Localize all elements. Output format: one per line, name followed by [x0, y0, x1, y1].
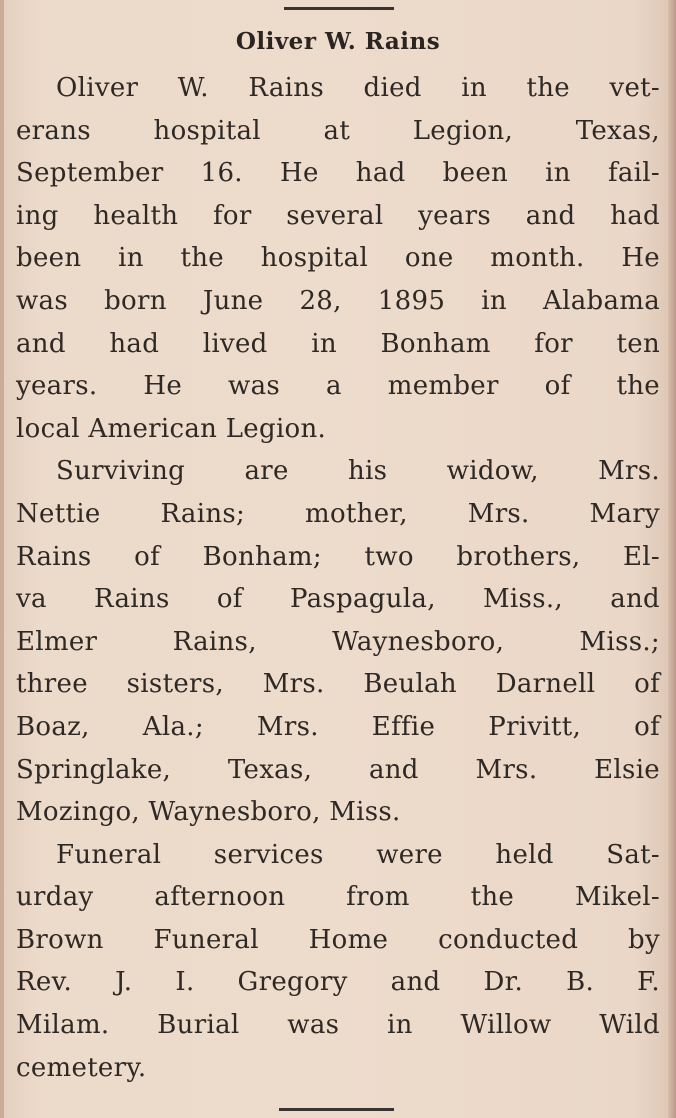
text-line: three sisters, Mrs. Beulah Darnell of	[16, 669, 660, 700]
clipping-right-edge	[668, 0, 676, 1118]
obituary-body	[16, 67, 660, 1089]
text-line: Elmer Rains, Waynesboro, Miss.;	[16, 626, 660, 657]
paragraph-death-notice	[16, 67, 660, 450]
text-line: urday afternoon from the Mikel-	[16, 882, 660, 913]
text-line: been in the hospital one month. He	[16, 243, 660, 274]
text-line: was born June 28, 1895 in Alabama	[16, 285, 660, 316]
text-line: Rev. J. I. Gregory and Dr. B. F.	[16, 967, 660, 998]
text-line: September 16. He had been in fail-	[16, 158, 660, 189]
paragraph-survivors	[16, 450, 660, 833]
obituary-headline: Oliver W. Rains	[235, 28, 441, 55]
paragraph-funeral-services	[16, 834, 660, 1090]
text-line: Mozingo, Waynesboro, Miss.	[16, 797, 401, 828]
text-line: Springlake, Texas, and Mrs. Elsie	[16, 754, 660, 785]
text-line: and had lived in Bonham for ten	[16, 328, 660, 359]
text-line: Funeral services were held Sat-	[56, 839, 660, 870]
text-line: Boaz, Ala.; Mrs. Effie Privitt, of	[16, 711, 660, 742]
bottom-divider-rule	[279, 1108, 394, 1111]
text-line: local American Legion.	[16, 413, 327, 444]
text-line: Brown Funeral Home conducted by	[16, 924, 660, 955]
text-line: Rains of Bonham; two brothers, El-	[16, 541, 660, 572]
text-line: ing health for several years and had	[16, 200, 660, 231]
top-divider-rule	[284, 7, 394, 10]
text-line: years. He was a member of the	[16, 371, 660, 402]
text-line: va Rains of Paspagula, Miss., and	[16, 584, 660, 615]
text-line: Milam. Burial was in Willow Wild	[16, 1010, 660, 1041]
text-line: Oliver W. Rains died in the vet-	[56, 73, 660, 103]
text-line: Surviving are his widow, Mrs.	[56, 456, 660, 487]
text-line: Nettie Rains; mother, Mrs. Mary	[16, 498, 660, 529]
text-line: erans hospital at Legion, Texas,	[16, 115, 660, 146]
text-line: cemetery.	[16, 1052, 147, 1083]
clipping-left-edge	[0, 0, 4, 1118]
